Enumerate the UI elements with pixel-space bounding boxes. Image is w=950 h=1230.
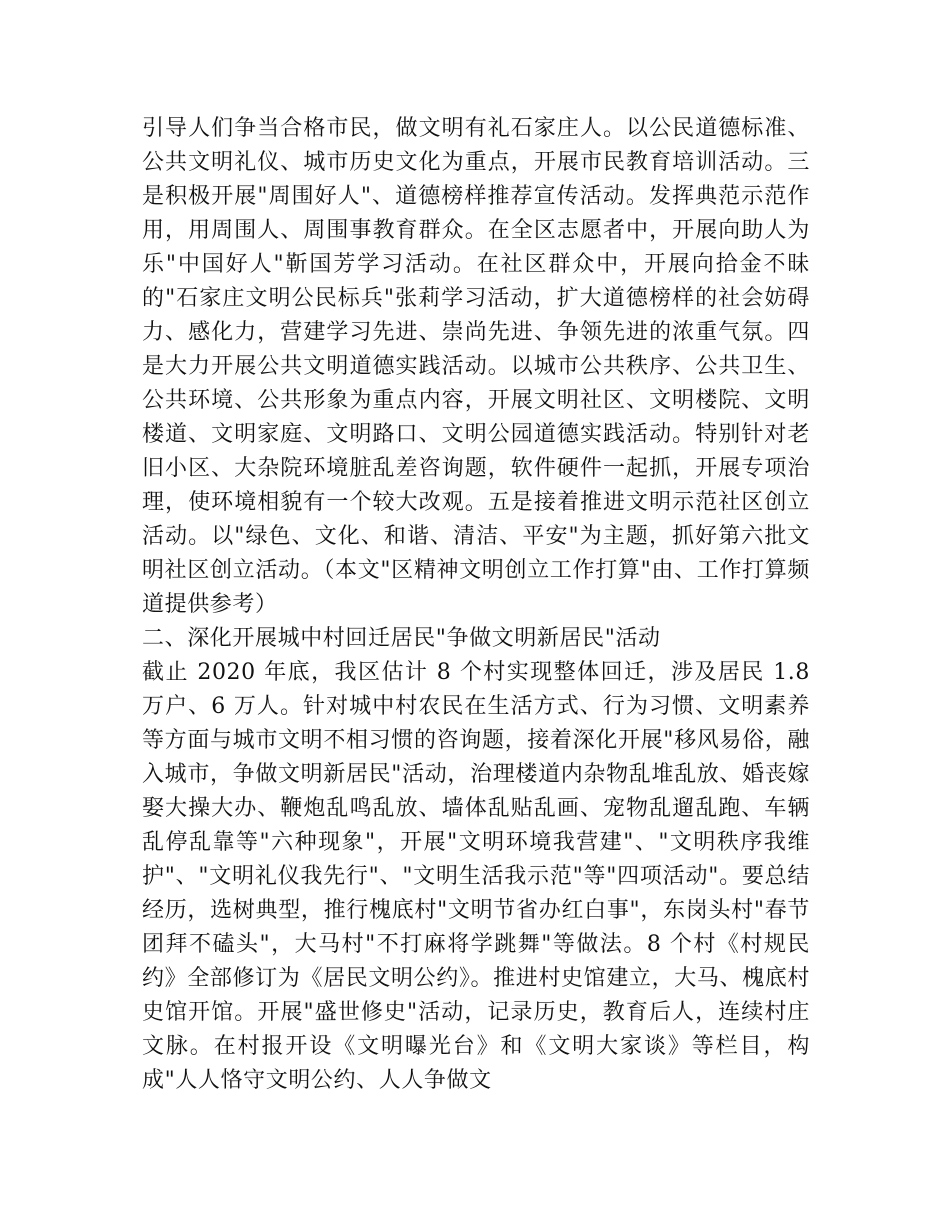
document-page bbox=[142, 112, 810, 1098]
section-heading-2: 二、深化开展城中村回迁居民"争做文明新居民"活动 bbox=[142, 626, 661, 651]
body-paragraph-relocated-villagers: 截止 2020 年底，我区估计 8 个村实现整体回迁，涉及居民 1.8 万户、6 万人。针对城中村农民在生活方式、行为习惯、文明素养等方面与城市文明不相习惯的咨询题，接着深化开展"移风易俗，融入城市，争做文明新居民"活动，治理楼道内杂物乱堆乱放、婚丧嫁娶大操大办、鞭炮乱鸣乱放、墙体乱贴乱画、宠物乱遛乱跑、车辆乱停乱靠等"六种现象"，开展"文明环境我营建"、"文明秩序我维护"、"文明礼仪我先行"、"文明生活我示范"等"四项活动"。要总结经历，选树典型，推行槐底村"文明节省办红白事"，东岗头村"春节团拜不磕头"，大马村"不打麻将学跳舞"等做法。8 个村《村规民约》全部修订为《居民文明公约》。推进村史馆建立，大马、槐底村史馆开馆。开展"盛世修史"活动，记录历史，教育后人，连续村庄文脉。在村报开设《文明曝光台》和《文明大家谈》等栏目，构成"人人恪守文明公约、人人争做文 bbox=[142, 660, 810, 1093]
body-paragraph-civic-activities: 引导人们争当合格市民，做文明有礼石家庄人。以公民道德标准、公共文明礼仪、城市历史文化为重点，开展市民教育培训活动。三是积极开展"周围好人"、道德榜样推荐宣传活动。发挥典范示范作用，用周围人、周围事教育群众。在全区志愿者中，开展向助人为乐"中国好人"靳国芳学习活动。在社区群众中，开展向拾金不昧的"石家庄文明公民标兵"张莉学习活动，扩大道德榜样的社会妨碍力、感化力，营建学习先进、崇尚先进、争领先进的浓重气氛。四是大力开展公共文明道德实践活动。以城市公共秩序、公共卫生、公共环境、公共形象为重点内容，开展文明社区、文明楼院、文明楼道、文明家庭、文明路口、文明公园道德实践活动。特别针对老旧小区、大杂院环境脏乱差咨询题，软件硬件一起抓，开展专项治理，使环境相貌有一个较大改观。五是接着推进文明示范社区创立活动。以"绿色、文化、和谐、清洁、平安"为主题，抓好第六批文明社区创立活动。（本文"区精神文明创立工作打算"由、工作打算频道提供参考） bbox=[142, 116, 810, 617]
